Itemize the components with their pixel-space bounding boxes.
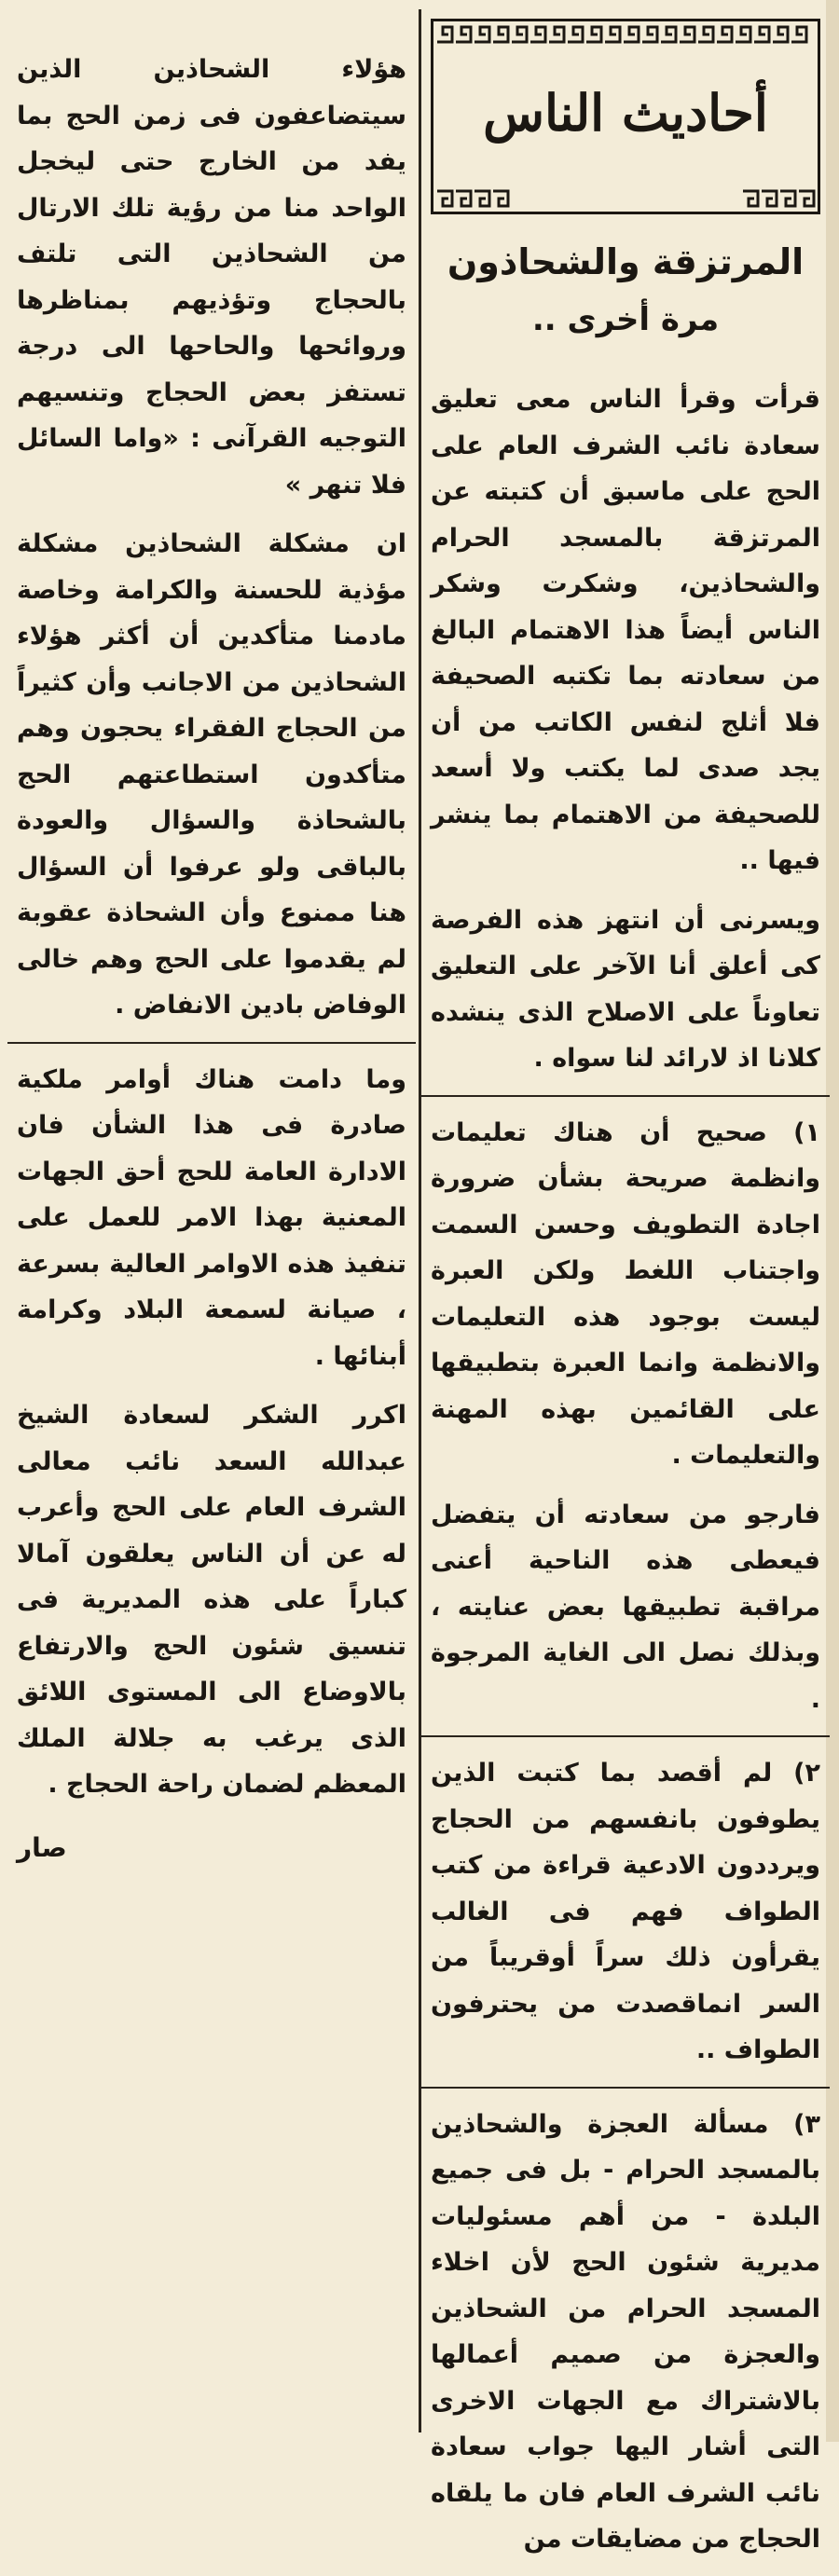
- paragraph: ويسرنى أن انتهز هذه الفرصة كى أعلق أنا الآخر على التعليق تعاوناً على الاصلاح الذى ينشده كلانا اذ لارائد لنا سواه .: [431, 905, 820, 1073]
- right-column: [431, 37, 820, 2576]
- masthead-box: [431, 19, 820, 214]
- greek-key-border-bottom: [433, 187, 818, 212]
- column-rule: [419, 9, 421, 2432]
- author-signature: صار: [17, 1831, 67, 1863]
- left-column: [17, 47, 406, 1870]
- column-title: أحاديث الناس: [483, 83, 768, 143]
- paragraph: ١) صحيح أن هناك تعليمات وانظمة صريحة بشأن ضرورة اجادة التطويف وحسن السمت واجتناب اللغط ولكن العبرة ليست بوجود هذه التعليمات والانظمة وانما العبرة بتطبيقها على القائمين بهذه المهنة والتعليمات .: [431, 1117, 820, 1470]
- section-divider: [421, 2087, 830, 2089]
- article-subheadline: مرة أخرى ..: [531, 301, 720, 338]
- section-divider: [421, 1095, 830, 1097]
- greek-key-border-top: [433, 21, 818, 46]
- paragraph: قرأت وقرأ الناس معى تعليق سعادة نائب الشرف العام على الحج على ماسبق أن كتبته عن المرتزقة بالمسجد الحرام والشحاذين، وشكرت وشكر الناس أيضاً هذا الاهتمام البالغ من سعادته بما تكتبه الصحيفة فلا أثلج لنفس الكاتب من أن يجد صدى لما يكتب ولا أسعد للصحيفة من الاهتمام بما ينشر فيها ..: [431, 385, 820, 875]
- paragraph: اكرر الشكر لسعادة الشيخ عبدالله السعد نائب معالى الشرف العام على الحج وأعرب له عن أن الناس يعلقون آمالا كباراً على هذه المديرية فى تنسيق شئون الحج والارتفاع بالاوضاع الى المستوى اللائق الذى يرغب به جلالة الملك المعظم لضمان راحة الحجاج .: [17, 1401, 406, 1799]
- section-divider: [7, 1042, 416, 1044]
- paragraph: هؤلاء الشحاذين الذين سيتضاعفون فى زمن الحج بما يفد من الخارج حتى ليخجل الواحد منا من رؤية تلك الارتال من الشحاذين التى تلتف بالحجاج وتؤذيهم بمناظرها وروائحها والحاحها الى درجة تستفز بعض الحجاج وتنسيهم التوجيه القرآنى : «واما السائل فلا تنهر »: [17, 55, 406, 500]
- article-headline: المرتزقة والشحاذون: [447, 241, 805, 282]
- paragraph: ان مشكلة الشحاذين مشكلة مؤذية للحسنة والكرامة وخاصة مادمنا متأكدين أن أكثر هؤلاء الشحاذين من الاجانب وأن كثيراً من الحجاج الفقراء يحجون وهم متأكدون استطاعتهم الحج بالشحاذة والسؤال والعودة بالباقى ولو عرفوا أن السؤال هنا ممنوع وأن الشحاذة عقوبة لم يقدموا على الحج وهم خالى الوفاض بادين الانفاض .: [17, 529, 406, 1020]
- paragraph: ٢) لم أقصد بما كتبت الذين يطوفون بانفسهم من الحجاج ويرددون الادعية قراءة من كتب الطواف فهم فى الغالب يقرأون ذلك سراً أوقريباً من السر انماقصدت من يحترفون الطواف ..: [431, 1759, 820, 2064]
- paragraph: ٣) مسألة العجزة والشحاذين بالمسجد الحرام - بل فى جميع البلدة - من أهم مسئوليات مديرية شئون الحج لأن اخلاء المسجد الحرام من الشحاذين والعجزة من صميم أعمالها بالاشتراك مع الجهات الاخرى التى أشار اليها جواب سعادة نائب الشرف العام فان ما يلقاه الحجاج من مضايقات من: [431, 2109, 820, 2554]
- section-divider: [421, 1735, 830, 1737]
- paragraph: وما دامت هناك أوامر ملكية صادرة فى هذا الشأن فان الادارة العامة للحج أحق الجهات المعنية بهذا الامر للعمل على تنفيذ هذه الاوامر العالية بسرعة ، صيانة لسمعة البلاد وكرامة أبنائها .: [17, 1064, 406, 1371]
- paper-edge: [826, 0, 839, 2442]
- paragraph: فارجو من سعادته أن يتفضل فيعطى هذه الناحية أعنى مراقبة تطبيقها بعض عنايته ، وبذلك نصل الى الغاية المرجوة .: [431, 1500, 820, 1714]
